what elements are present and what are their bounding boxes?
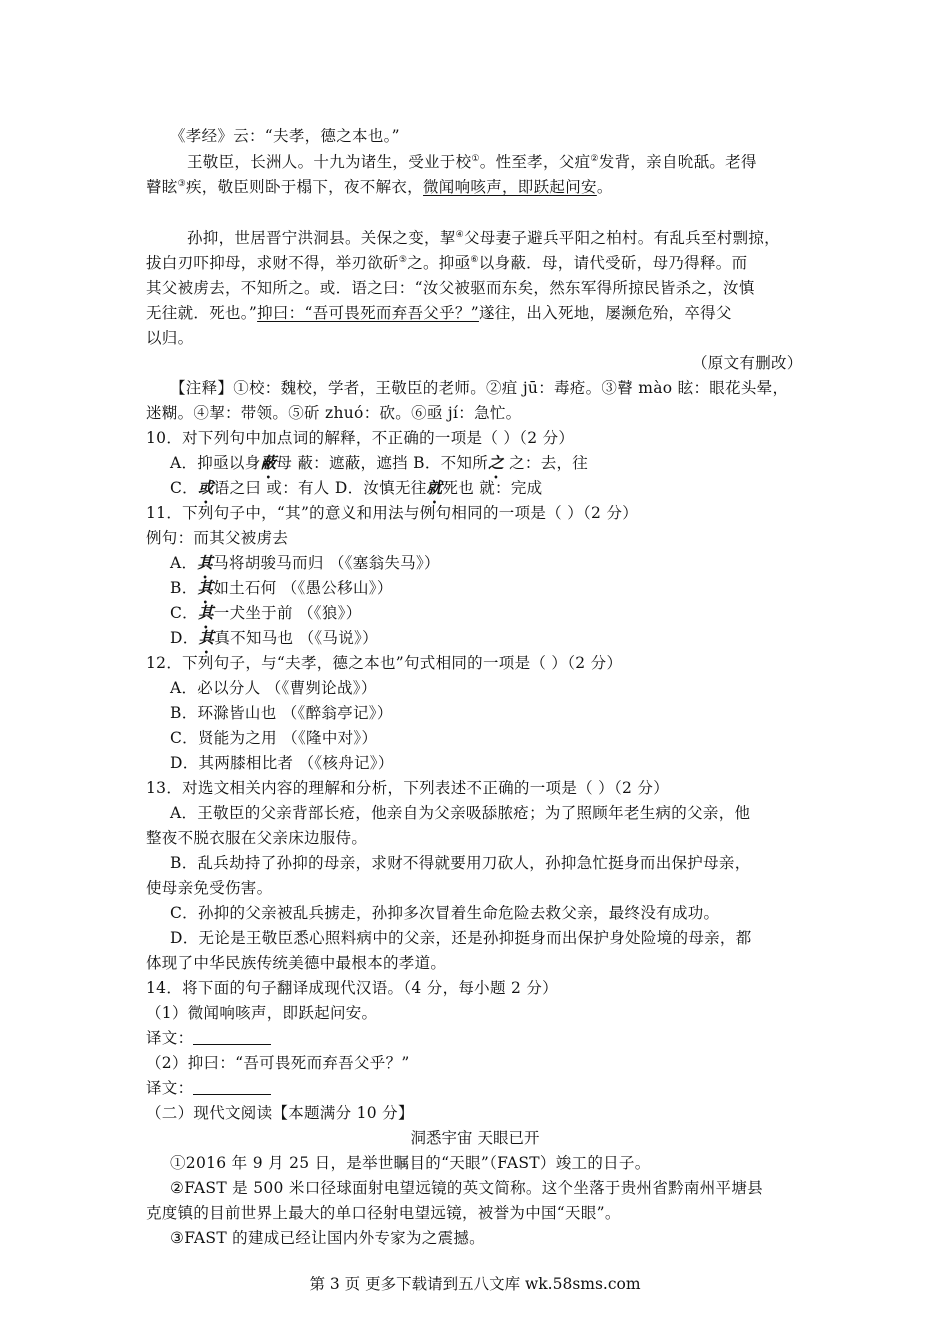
- q11-option-d: D．其真不知马也 （《马说》）: [170, 628, 378, 647]
- q11-option-a: A．其马将胡骏马而归 （《塞翁失马》）: [170, 553, 440, 572]
- article-paragraph: ②FAST 是 500 米口径球面射电望远镜的英文简称。这个坐落于贵州省黔南州平塘县: [170, 1179, 763, 1197]
- question-11: 11．下列句子中，“其”的意义和用法与例句相同的一项是（ ）（2 分）: [146, 504, 639, 522]
- annotation-line: 【注释】①校：魏校，学者，王敬臣的老师。②疽 jū：毒疮。③瞽 mào 眩：眼花头晕，: [170, 379, 789, 397]
- q13-option-b: B．乱兵劫持了孙抑的母亲，求财不得就要用刀砍人，孙抑急忙挺身而出保护母亲，: [170, 854, 751, 872]
- q12-option-a: A．必以分人 （《曹刿论战》）: [170, 679, 377, 697]
- q12-option-d: D．其两膝相比者 （《核舟记》）: [170, 754, 394, 772]
- article-paragraph: ①2016 年 9 月 25 日，是举世瞩目的“天眼”（FAST）竣工的日子。: [170, 1154, 651, 1172]
- q10-options-cd: C．或语之曰 或：有人 D．汝慎无往就死也 就：完成: [170, 478, 543, 497]
- question-10: 10．对下列句中加点词的解释，不正确的一项是（ ）（2 分）: [146, 429, 575, 447]
- q11-option-b: B．其如土石何 （《愚公移山》）: [170, 578, 393, 597]
- q13-option-d-cont: 体现了中华民族传统美德中最根本的孝道。: [146, 954, 447, 972]
- answer-line: 译文：: [146, 1078, 271, 1098]
- q11-option-c: C．其一犬坐于前 （《狼》）: [170, 603, 362, 622]
- q10-options-ab: A．抑亟以身蔽母 蔽：遮蔽，遮挡 B．不知所之 之：去，往: [170, 453, 589, 472]
- passage-line: 无往就．死也。”抑曰：“吾可畏死而弃吾父乎？”遂往，出入死地，屡濒危殆，卒得父: [146, 304, 732, 322]
- annotation-line: 迷糊。④挈：带领。⑤斫 zhuó：砍。⑥亟 jí：急忙。: [146, 404, 522, 422]
- q14-sentence-1: （1）微闻响咳声，即跃起问安。: [146, 1004, 378, 1022]
- passage-line: 王敬臣，长洲人。十九为诸生，受业于校①。性至孝，父疽②发背，亲自吮舐。老得: [187, 153, 757, 171]
- source-note: （原文有删改）: [692, 354, 803, 372]
- quote-line: 《孝经》云：“夫孝，德之本也。”: [170, 127, 400, 145]
- article-paragraph: ③FAST 的建成已经让国内外专家为之震撼。: [170, 1229, 485, 1247]
- article-title: 洞悉宇宙 天眼已开: [410, 1129, 540, 1147]
- passage-line: 拔白刃吓抑母，求财不得，举刃欲斫⑤之。抑亟⑥以身蔽．母，请代受斫，母乃得释。而: [146, 254, 748, 272]
- q13-option-a-cont: 整夜不脱衣服在父亲床边服侍。: [146, 829, 368, 847]
- article-paragraph-cont: 克度镇的目前世界上最大的单口径射电望远镜，被誉为中国“天眼”。: [146, 1204, 621, 1222]
- passage-line: 以归。: [146, 329, 194, 347]
- question-12: 12．下列句子，与“夫孝，德之本也”句式相同的一项是（ ）（2 分）: [146, 654, 623, 672]
- q13-option-b-cont: 使母亲免受伤害。: [146, 879, 273, 897]
- passage-line: 孙抑，世居晋宁洪洞县。关保之变，挈④父母妻子避兵平阳之柏村。有乱兵至村剽掠，: [187, 229, 780, 247]
- question-13: 13．对选文相关内容的理解和分析，下列表述不正确的一项是（ ）（2 分）: [146, 779, 669, 797]
- q13-option-a: A．王敬臣的父亲背部长疮，他亲自为父亲吸舔脓疮；为了照顾年老生病的父亲，他: [170, 804, 751, 822]
- answer-line: 译文：: [146, 1028, 271, 1048]
- passage-line: 其父被虏去，不知所之。或．语之曰：“汝父被驱而东矣，然东军得所掠民皆杀之，汝慎: [146, 279, 755, 297]
- q13-option-c: C．孙抑的父亲被乱兵掳走，孙抑多次冒着生命危险去救父亲，最终没有成功。: [170, 904, 720, 922]
- section-heading: （二）现代文阅读【本题满分 10 分】: [146, 1104, 414, 1122]
- q13-option-d: D．无论是王敬臣悉心照料病中的父亲，还是孙抑挺身而出保护身处险境的母亲，都: [170, 929, 752, 947]
- q12-option-b: B．环滁皆山也 （《醉翁亭记》）: [170, 704, 393, 722]
- page-footer: 第 3 页 更多下载请到五八文库 wk.58sms.com: [309, 1275, 641, 1293]
- question-14: 14．将下面的句子翻译成现代汉语。（4 分，每小题 2 分）: [146, 979, 558, 997]
- q11-example: 例句：而其父被虏去: [146, 529, 289, 547]
- answer-blank[interactable]: [193, 1030, 271, 1045]
- answer-blank[interactable]: [193, 1080, 271, 1095]
- passage-line: 瞽眩③疾，敬臣则卧于榻下，夜不解衣，微闻响咳声，即跃起问安。: [146, 178, 613, 196]
- q14-sentence-2: （2）抑曰：“吾可畏死而弃吾父乎？”: [146, 1054, 410, 1072]
- q12-option-c: C．贤能为之用 （《隆中对》）: [170, 729, 378, 747]
